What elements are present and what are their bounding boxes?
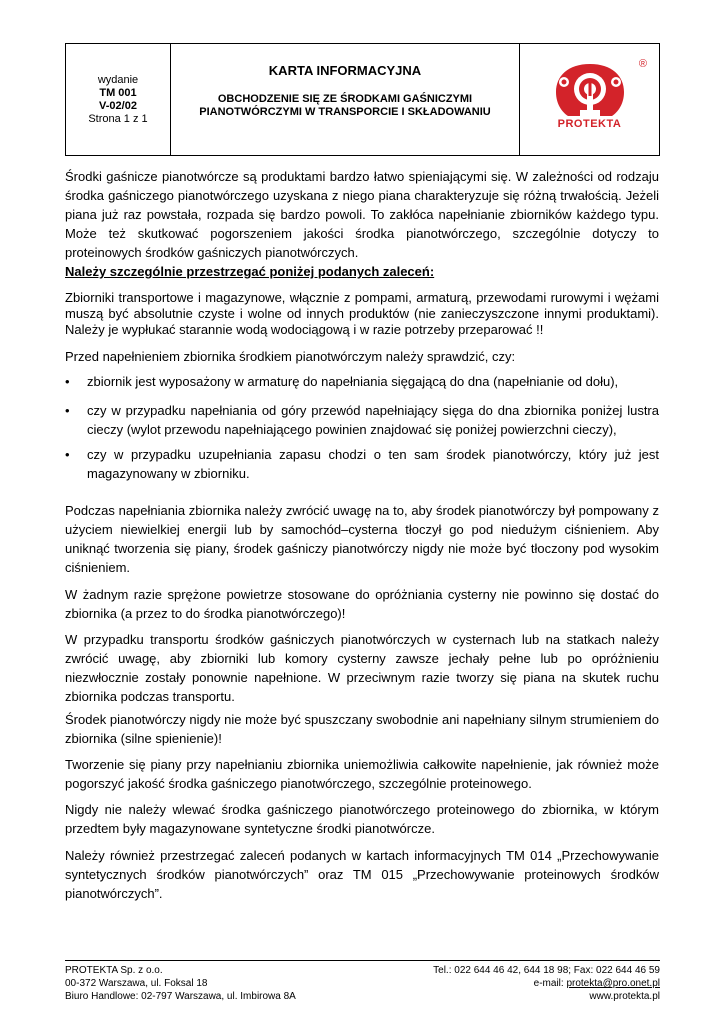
list-item bbox=[65, 445, 659, 483]
list-item-text: zbiornik jest wyposażony w armaturę do napełniania sięgającą do dna (napełnianie od dołu), bbox=[87, 374, 619, 389]
document-subtitle-line2: PIANOTWÓRCZYMI W TRANSPORCIE I SKŁADOWANIU bbox=[199, 106, 491, 118]
registered-mark: ® bbox=[638, 58, 647, 70]
intro-paragraph: Środki gaśnicze pianotwórcze są produktami bardzo łatwo spieniającymi się. W zależności od rodzaju środka gaśniczego pianotwórczego uzyskana z niego piana charakteryzuje się różną trwałością. Jeżeli piana już raz powstała, rozpada się bardzo powoli. To zakłóca napełnianie zbiorników każdego typu. Może też skutkować pogorszeniem jakości środka pianotwórczego, szczególnie dotyczy to proteinowych środków gaśniczych pianotwórczych. bbox=[65, 169, 659, 260]
tanks-paragraph: Zbiorniki transportowe i magazynowe, włącznie z pompami, armaturą, przewodami rurowymi i wężami muszą być absolutnie czyste i wolne od innych produktów (nie zanieczyszczone innymi produktami). Należy je wypłukać starannie wodą wodociągową i w razie potrzeby przeparować !! bbox=[65, 290, 659, 337]
footer-email-line bbox=[433, 977, 660, 990]
footer-email-label: e-mail: bbox=[533, 978, 567, 989]
footer-right bbox=[433, 964, 660, 1003]
website-link[interactable]: www.protekta.pl bbox=[589, 991, 660, 1002]
release-paragraph: Środek pianotwórczy nigdy nie może być spuszczany swobodnie ani napełniany silnym strumieniem do zbiornika (silne spienienie)! bbox=[65, 712, 659, 746]
check-intro-paragraph: Przed napełnieniem zbiornika środkiem pianotwórczym należy sprawdzić, czy: bbox=[65, 349, 516, 364]
footer-phones: Tel.: 022 644 46 42, 644 18 98; Fax: 022 644 46 59 bbox=[433, 965, 660, 976]
logo-text: PROTEKTA bbox=[557, 118, 622, 130]
email-link[interactable]: protekta@pro.onet.pl bbox=[566, 978, 660, 989]
footer-address: 00-372 Warszawa, ul. Foksal 18 bbox=[65, 978, 208, 989]
footer-divider bbox=[65, 960, 660, 961]
document-title: KARTA INFORMACYJNA bbox=[268, 63, 422, 78]
title-block bbox=[171, 44, 520, 155]
list-item-text: czy w przypadku uzupełniania zapasu chodzi o ten sam środek pianotwórczy, który już jest magazynowany w zbiorniku. bbox=[87, 447, 659, 481]
footer-office: Biuro Handlowe: 02-797 Warszawa, ul. Imbirowa 8A bbox=[65, 991, 296, 1002]
bullet-icon: • bbox=[65, 374, 70, 389]
references-paragraph: Należy również przestrzegać zaleceń podanych w kartach informacyjnych TM 014 „Przechowywanie syntetycznych środków pianotwórczych” oraz TM 015 „Przechowywanie proteinowych środków pianotwórczych”. bbox=[65, 848, 659, 901]
edition-label: wydanie bbox=[97, 73, 139, 86]
document-subtitle-line1: OBCHODZENIE SIĘ ZE ŚRODKAMI GAŚNICZYMI bbox=[217, 93, 473, 105]
section-heading bbox=[65, 262, 659, 281]
list-item bbox=[65, 401, 659, 439]
protekta-logo-icon bbox=[550, 62, 630, 120]
logo-block bbox=[520, 44, 659, 155]
list-item bbox=[65, 372, 659, 391]
air-paragraph: W żadnym razie sprężone powietrze stosowane do opróżniania cysterny nie powinno się dostać do zbiornika (a przez to do środka pianotwórczego)! bbox=[65, 587, 659, 621]
filling-paragraph: Podczas napełniania zbiornika należy zwrócić uwagę na to, aby środek pianotwórczy był pompowany z użyciem niewielkiej energii lub by samochód–cysterna tłoczył go pod niedużym ciśnieniem. Aby uniknąć tworzenia się piany, środek gaśniczy pianotwórczy nigdy nie może być tłoczony pod wysokim ciśnieniem. bbox=[65, 503, 659, 575]
page-number: Strona 1 z 1 bbox=[88, 112, 148, 125]
doc-code: TM 001 bbox=[99, 86, 137, 99]
edition-info bbox=[66, 44, 171, 155]
never-paragraph: Nigdy nie należy wlewać środka gaśniczego pianotwórczego proteinowego do zbiornika, w którym przedtem były magazynowane syntetyczne środki pianotwórcze. bbox=[65, 802, 659, 836]
doc-version: V-02/02 bbox=[99, 99, 137, 112]
bullet-icon: • bbox=[65, 403, 70, 418]
bullet-icon: • bbox=[65, 447, 70, 462]
section-heading-text: Należy szczególnie przestrzegać poniżej podanych zaleceń: bbox=[65, 264, 435, 279]
transport-paragraph: W przypadku transportu środków gaśniczych pianotwórczych w cysternach lub na statkach należy zwrócić uwagę, aby zbiorniki lub komory cysterny zawsze jechały pełne lub po opróżnieniu niezwłocznie zostały ponownie napełnione. W przeciwnym razie tworzy się piana na skutek ruchu zbiornika podczas transportu. bbox=[65, 632, 659, 704]
footer-left bbox=[65, 964, 296, 1003]
footer-company: PROTEKTA Sp. z o.o. bbox=[65, 965, 163, 976]
foam-paragraph: Tworzenie się piany przy napełnianiu zbiornika uniemożliwia całkowite napełnienie, jak również może pogorszyć jakość środka gaśniczego pianotwórczego, szczególnie proteinowego. bbox=[65, 757, 659, 791]
document-header bbox=[65, 43, 660, 156]
list-item-text: czy w przypadku napełniania od góry przewód napełniający sięga do dna zbiornika poniżej lustra cieczy (wylot przewodu napełniającego powinien znajdować się poniżej powierzchni cieczy), bbox=[87, 403, 659, 437]
